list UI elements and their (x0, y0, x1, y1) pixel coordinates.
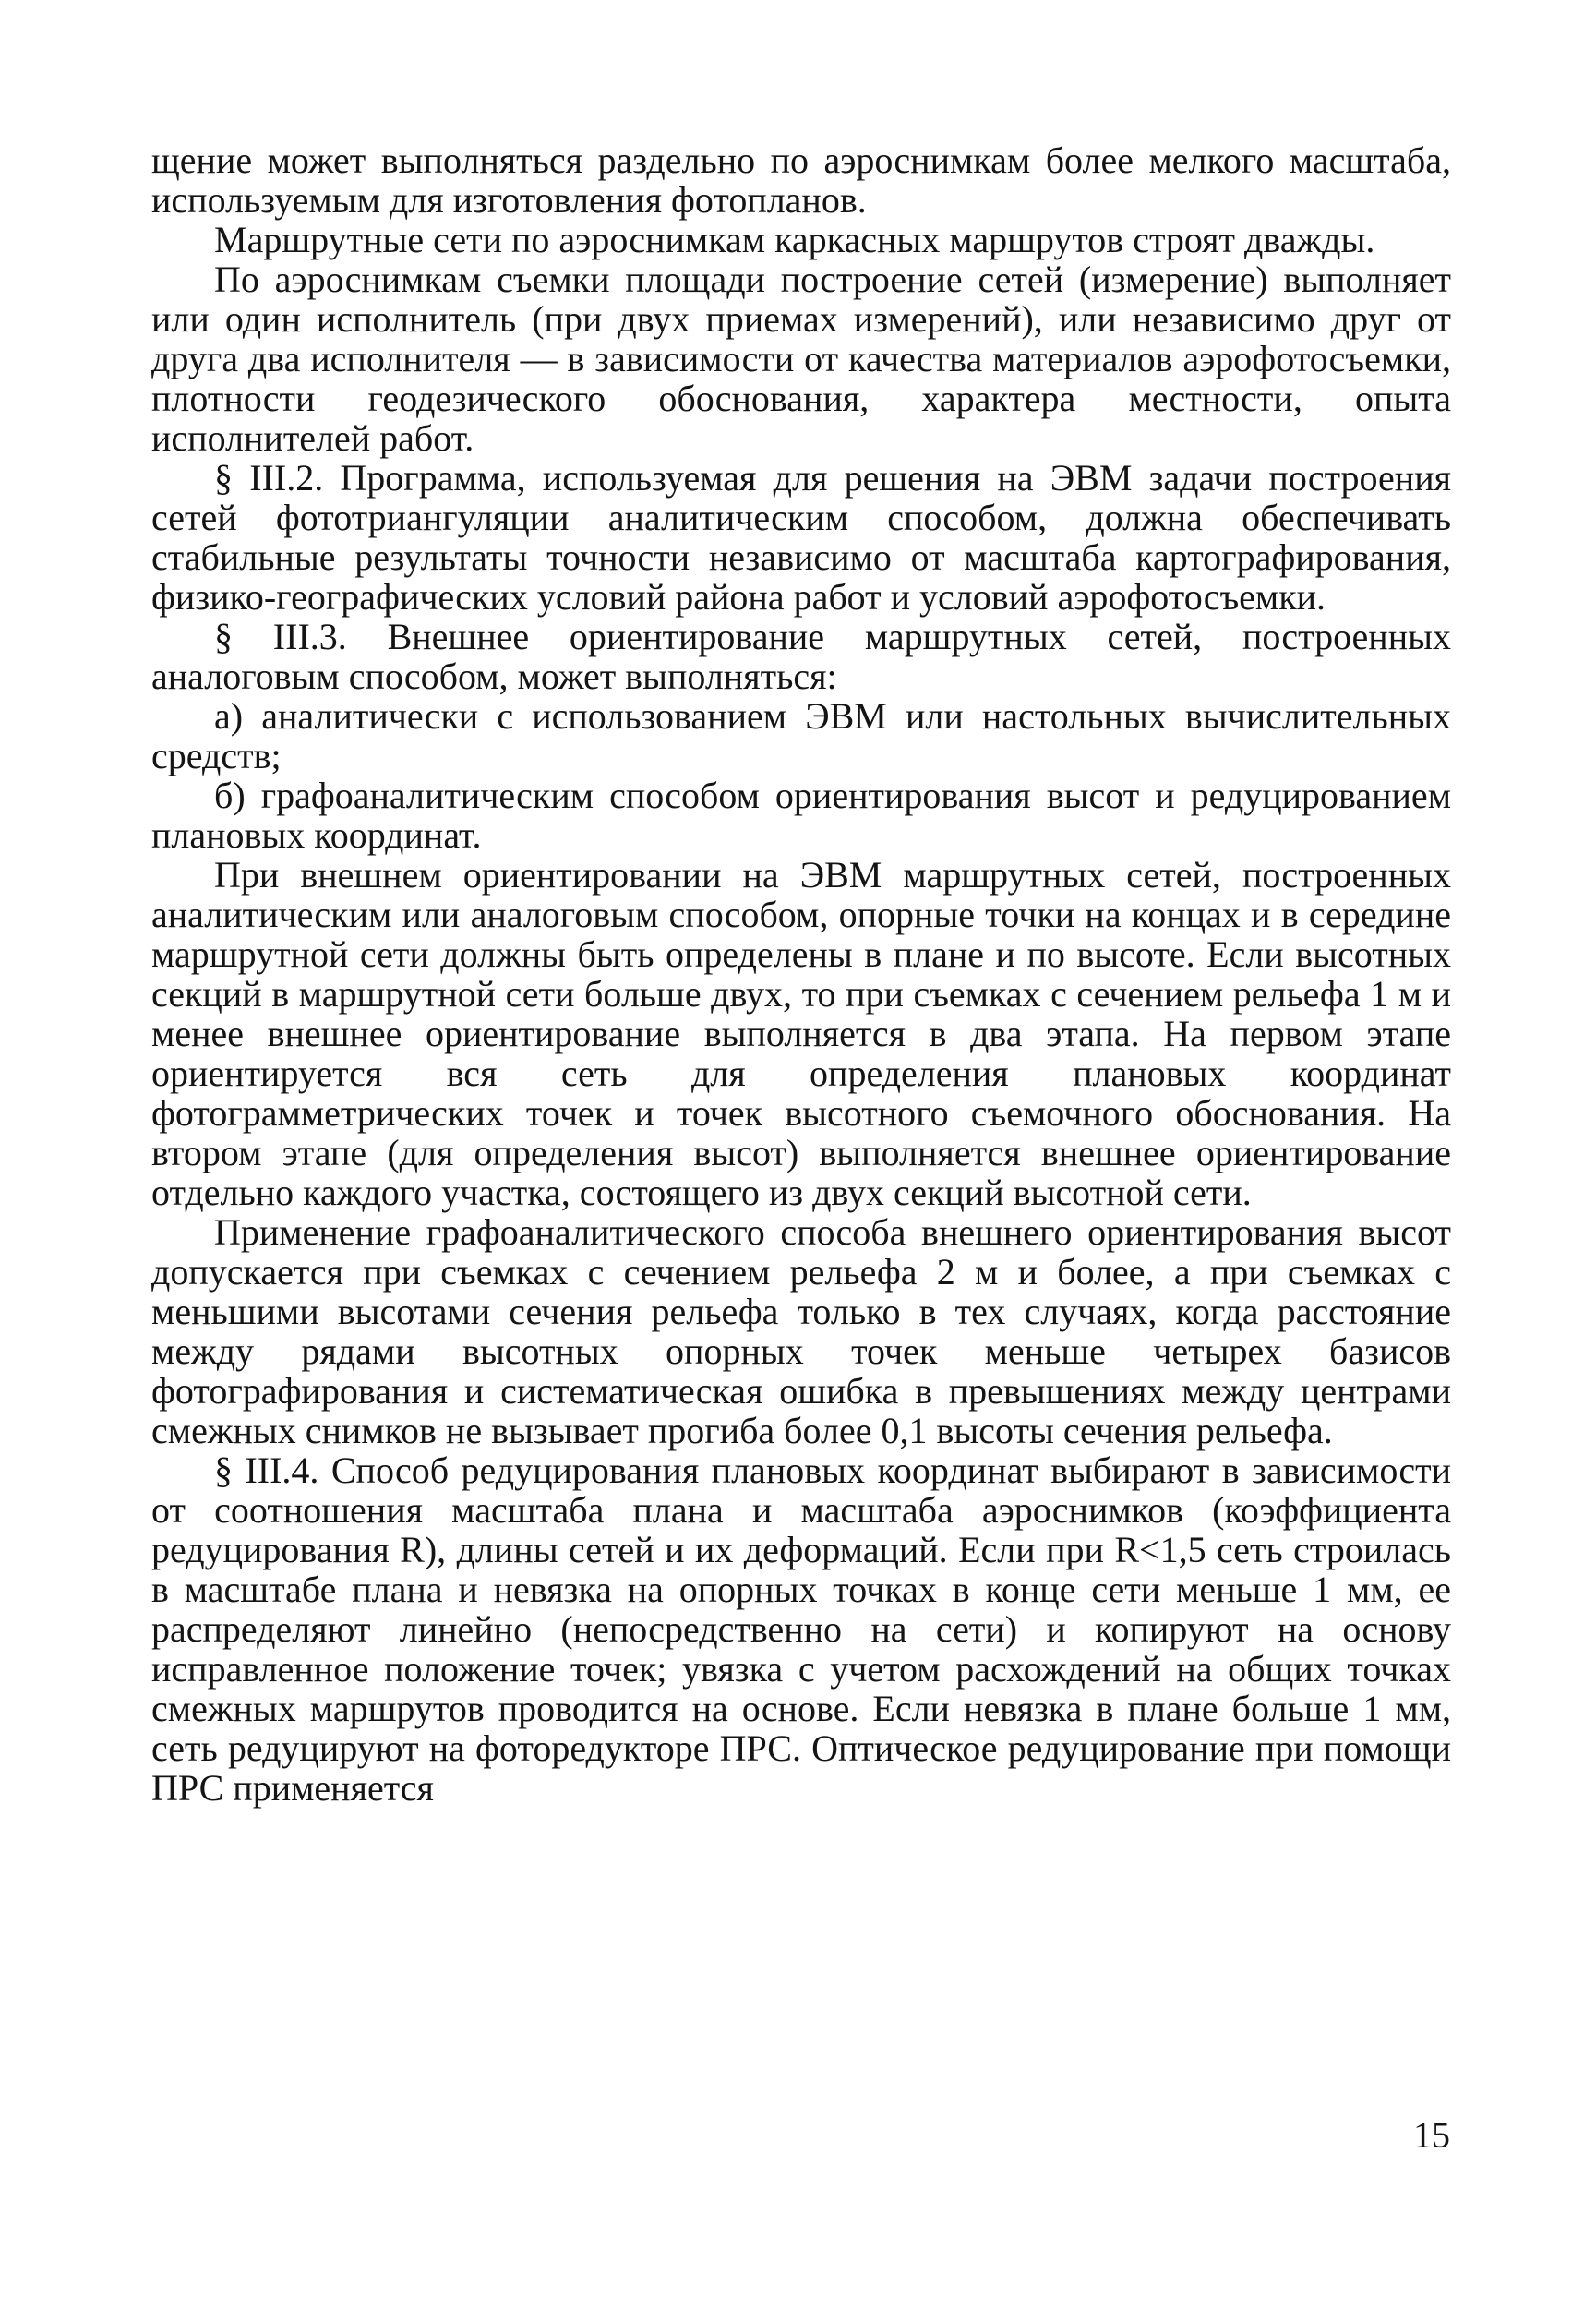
list-item-b: б) графоаналитическим способом ориентирования высот и редуцированием плановых координат. (151, 775, 1451, 856)
page-number: 15 (1413, 2114, 1450, 2156)
paragraph-graphoanalytic-method: Применение графоаналитического способа внешнего ориентирования высот допускается при съемках с сечением рельефа 2 м и более, а при съемках с меньшими высотами сечения рельефа только в тех случаях, когда расстояние между рядами высотных опорных точек меньше четырех базисов фотографирования и систематическая ошибка в превышениях между центрами смежных снимков не вызывает прогиба более 0,1 высоты сечения рельефа. (151, 1211, 1451, 1451)
paragraph-area-survey: По аэроснимкам съемки площади построение сетей (измерение) выполняет или один исполнитель (при двух приемах измерений), или независимо друг от друга два исполнителя — в зависимости от качества материалов аэрофотосъемки, плотности геодезического обоснования, характера местности, опыта исполнителей работ. (151, 259, 1451, 459)
paragraph-continuation: щение может выполняться раздельно по аэроснимкам более мелкого масштаба, используемым для изготовления фотопланов. (151, 139, 1451, 221)
section-III-3: § III.3. Внешнее ориентирование маршрутных сетей, построенных аналоговым способом, может выполняться: (151, 616, 1451, 697)
section-III-2: § III.2. Программа, используемая для решения на ЭВМ задачи построения сетей фототриангуляции аналитическим способом, должна обеспечивать стабильные результаты точности независимо от масштаба картографирования, физико-географических условий района работ и условий аэрофотосъемки. (151, 457, 1451, 618)
paragraph-route-networks: Маршрутные сети по аэроснимкам каркасных маршрутов строят дважды. (214, 219, 1375, 260)
body-text (151, 140, 1451, 1808)
paragraph-external-orientation: При внешнем ориентировании на ЭВМ маршрутных сетей, построенных аналитическим или аналоговым способом, опорные точки на концах и в середине маршрутной сети должны быть определены в плане и по высоте. Если высотных секций в маршрутной сети больше двух, то при съемках с сечением рельефа 1 м и менее внешнее ориентирование выполняется в два этапа. На первом этапе ориентируется вся сеть для определения плановых координат фотограмметрических точек и точек высотного съемочного обоснования. На втором этапе (для определения высот) выполняется внешнее ориентирование отдельно каждого участка, состоящего из двух секций высотной сети. (151, 854, 1451, 1213)
list-item-a: а) аналитически с использованием ЭВМ или настольных вычислительных средств; (151, 695, 1451, 776)
section-III-4: § III.4. Способ редуцирования плановых координат выбирают в зависимости от соотношения масштаба плана и масштаба аэроснимков (коэффициента редуцирования R), длины сетей и их деформаций. Если при R<1,5 сеть строилась в масштабе плана и невязка на опорных точках в конце сети меньше 1 мм, ее распределяют линейно (непосредственно на сети) и копируют на основу исправленное положение точек; увязка с учетом расхождений на общих точках смежных маршрутов проводится на основе. Если невязка в плане больше 1 мм, сеть редуцируют на фоторедукторе ПРС. Оптическое редуцирование при помощи ПРС применяется (151, 1449, 1451, 1809)
